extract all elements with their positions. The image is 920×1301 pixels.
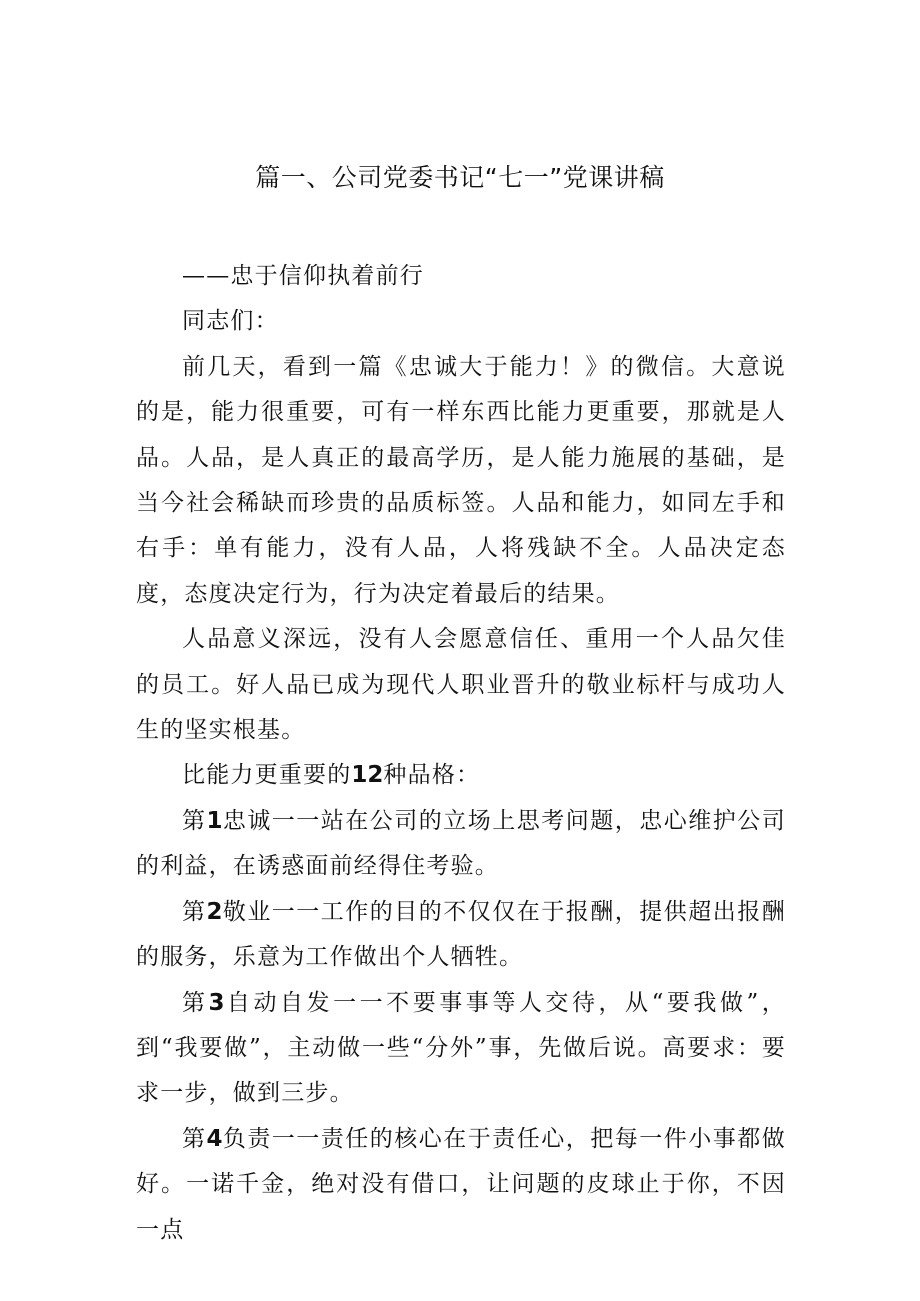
list-intro [136,753,786,798]
item-text: 敬业一一工作的目的不仅仅在于报酬，提供超出报酬的服务，乐意为工作做出个人牺牲。 [136,898,786,971]
item-prefix: 第 [182,1125,207,1152]
item-number: 2 [206,898,223,925]
list-intro-after: 种品格： [383,762,481,789]
document-body [136,254,786,1253]
item-text: 负责一一责任的核心在于责任心，把每一件小事都做好。一诺千金，绝对没有借口，让问题的皮球止于你，不因一点 [136,1125,786,1243]
list-intro-number: 12 [351,762,384,789]
item-prefix: 第 [182,807,207,834]
item-number: 1 [206,807,223,834]
item-prefix: 第 [182,989,209,1016]
paragraph: 前几天，看到一篇《忠诚大于能力！》的微信。大意说的是，能力很重要，可有一样东西比能力更重要，那就是人品。人品，是人真正的最高学历，是人能力施展的基础，是当今社会稀缺而珍贵的品质标签。人品和能力，如同左手和右手：单有能力，没有人品，人将残缺不全。人品决定态度，态度决定行为，行为决定着最后的结果。 [136,353,786,607]
list-intro-before: 比能力更重要的 [182,762,352,789]
item-text: 忠诚一一站在公司的立场上思考问题，忠心维护公司的利益，在诱惑面前经得住考验。 [136,807,786,880]
list-item [136,1117,786,1253]
item-prefix: 第 [182,898,207,925]
document-title: 篇一、公司党委书记“七一”党课讲稿 [255,163,665,192]
item-number: 3 [208,989,225,1016]
item-text: 自动自发一一不要事事等人交待，从“要我做”，到“我要做”，主动做一些“分外”事，先做后说。高要求：要求一步，做到三步。 [136,989,786,1107]
subtitle: ——忠于信仰执着前行 [182,263,424,289]
paragraph: 人品意义深远，没有人会愿意信任、重用一个人品欠佳的员工。好人品已成为现代人职业晋升的敬业标杆与成功人生的坚实根基。 [136,626,786,744]
item-number: 4 [206,1125,223,1152]
list-item [136,981,786,1117]
list-item [136,890,786,981]
salutation: 同志们： [182,308,279,335]
list-item [136,799,786,890]
